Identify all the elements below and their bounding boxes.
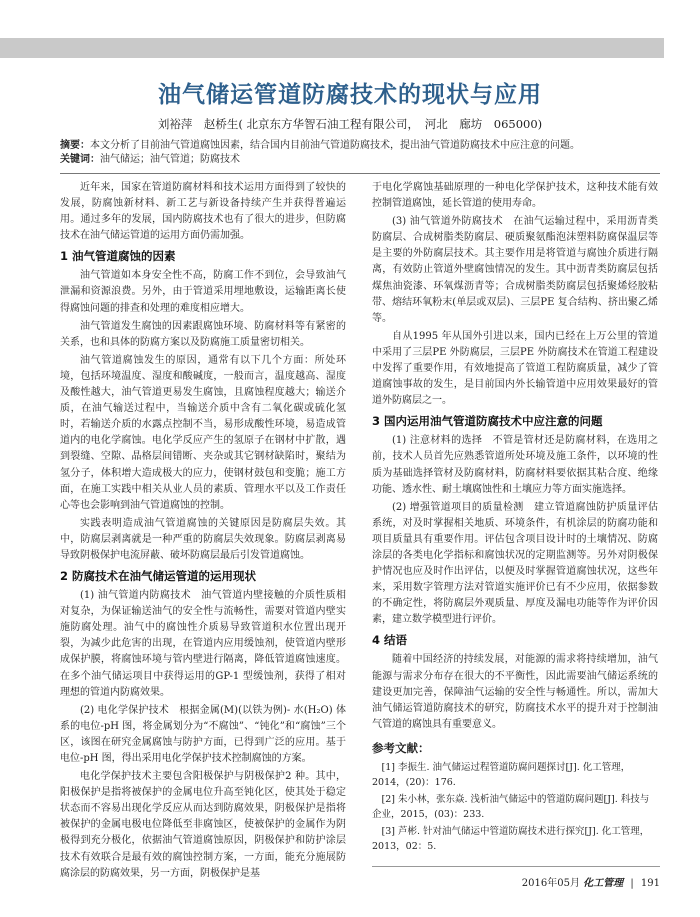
footer-divider bbox=[372, 866, 660, 867]
authors-line: 刘裕萍 赵桥生( 北京东方华智石油工程有限公司， 河北 廊坊 065000) bbox=[157, 117, 543, 131]
body-paragraph: 油气管道如本身安全性不高，防腐工作不到位，会导致油气泄漏和资源浪费。另外，由于管道采用埋地敷设，运输距离长使得腐蚀问题的排查和处理的难度相应增大。 bbox=[60, 270, 346, 314]
keywords bbox=[60, 153, 660, 167]
abstract-label: 摘要： bbox=[60, 140, 90, 151]
abstract-divider bbox=[60, 173, 660, 174]
body-paragraph: 于电化学腐蚀基础原理的一种电化学保护技术，这种技术能有效控制管道腐蚀，延长管道的使用寿命。 bbox=[372, 182, 658, 210]
page-number: 191 bbox=[640, 878, 660, 889]
section-heading-3: 3 国内运用油气管道防腐技术中应注意的问题 bbox=[372, 414, 603, 429]
body-paragraph: (1) 油气管道内防腐技术 油气管道内壁接触的介质性质相对复杂，为保证输送油气的安全性与流畅性，需要对管道内壁实施防腐处理。油气中的腐蚀性介质易导致管道积水位置出现开裂，为减少此危害的出现，在管道内应用缓蚀剂，使管道内壁形成保护膜，将腐蚀环境与管内壁进行隔离，降低管道腐蚀速度。在多个油气储运项目中获得运用的GP-1 型缓蚀剂，获得了相对理想的管道内防腐效果。 bbox=[60, 590, 346, 698]
body-paragraph: (1) 注意材料的选择 不管是管材还是防腐材料，在选用之前，技术人员首先应熟悉管道所处环境及施工条件，以环境的性质为基础选择管材及防腐材料，防腐材料要依据其粘合度、绝缘功能、透水性、耐土壤腐蚀性和土壤应力等方面实施选择。 bbox=[372, 435, 658, 495]
body-paragraph: 随着中国经济的持续发展，对能源的需求将持续增加，油气能源与需求分布存在很大的不平衡性，因此需要油气储运系统的建设更加完善，保障油气运输的安全性与畅通性。所以，需加大油气储运管道防腐技术的研究，防腐技术水平的提升对于控制油气管道的腐蚀具有重要意义。 bbox=[372, 654, 658, 730]
keywords-text: 油气储运；油气管道；防腐技术 bbox=[100, 154, 240, 165]
section-heading-1: 1 油气管道腐蚀的因素 bbox=[60, 249, 176, 264]
header-band bbox=[0, 38, 664, 58]
body-paragraph: 油气管道腐蚀发生的原因，通常有以下几个方面：所处环境，包括环境温度、湿度和酸碱度，一般而言，温度越高、湿度及酸性越大，油气管道更易发生腐蚀，且腐蚀程度越大；输送介质，在油气输送过程中，当输送介质中含有二氧化碳或硫化氢时，若输送介质的水露点控制不当，易形成酸性环境，易造成管道内的电化学腐蚀。电化学反应产生的氢原子在钢材中扩散，遇到裂缝、空隙、晶格层间错断、夹杂或其它钢材缺陷时，聚结为氢分子，体积增大造成极大的应力，使钢材鼓包和变脆；施工方面，在施工实践中相关从业人员的素质、管理水平以及工作责任心等也会影响到油气管道腐蚀的控制。 bbox=[60, 354, 346, 511]
body-paragraph: 电化学保护技术主要包含阳极保护与阴极保护2 种。其中，阳极保护是指将被保护的金属电位升高至钝化区，使其处于稳定状态而不容易出现化学反应从而达到防腐效果，阴极保护是指将被保护的金属电极电位降低至非腐蚀区，使被保护的金属作为阴极得到充分极化，依据油气管道腐蚀原因，阴极保护和防护涂层技术有效联合是最有效的腐蚀控制方案，一方面，能充分施展防腐涂层的防腐效果，另一方面，阴极保护是基 bbox=[60, 771, 346, 879]
body-paragraph: 实践表明造成油气管道腐蚀的关键原因是防腐层失效。其中，防腐层剥离就是一种严重的防腐层失效现象。防腐层剥离易导致阴极保护电流屏蔽、破坏防腐层最后引发管道腐蚀。 bbox=[60, 517, 346, 561]
abstract-text: 本文分析了目前油气管道腐蚀因素，结合国内目前油气管道防腐技术，提出油气管道防腐技术中应注意的问题。 bbox=[90, 140, 580, 151]
left-column bbox=[60, 180, 346, 884]
body-paragraph: 自从1995 年从国外引进以来，国内已经在上万公里的管道中采用了三层PE 外防腐层，三层PE 外防腐技术在管道工程建设中发挥了重要作用，有效地提高了管道工程防腐质量，减少了管道腐蚀事故的发生，是目前国内外长输管道中应用效果最好的管道外防腐层之一。 bbox=[372, 330, 658, 407]
abstract bbox=[60, 139, 660, 153]
footer-separator: | bbox=[630, 878, 634, 889]
article-title: 油气储运管道防腐技术的现状与应用 bbox=[158, 82, 542, 108]
page-footer bbox=[522, 874, 660, 889]
keywords-label: 关键词： bbox=[60, 154, 100, 165]
abstract-block bbox=[60, 139, 660, 167]
body-paragraph: (2) 增强管道项目的质量检测 建立管道腐蚀防护质量评估系统，对及时掌握相关地质、环境条件，有机涂层的防腐功能和项目质量具有重要作用。评估包含项目设计时的土壤情况、防腐涂层的各类电化学指标和腐蚀状况的定期监测等。另外对阴极保护情况也应及时作出评估，以便及时掌握管道腐蚀状况，这些年来，采用数字管理方法对管道实施评价已有不少应用，依据参数的不确定性，将防腐层外观质量、厚度及漏电功能等作为评价因素，建立数学模型进行评价。 bbox=[372, 501, 658, 626]
section-heading-2: 2 防腐技术在油气储运管道的运用现状 bbox=[60, 569, 257, 584]
body-paragraph: 油气管道发生腐蚀的因素跟腐蚀环境、防腐材料等有紧密的关系，也和具体的防腐方案以及防腐施工质量密切相关。 bbox=[60, 320, 346, 348]
intro-paragraph: 近年来，国家在管道防腐材料和技术运用方面得到了较快的发展，防腐蚀新材料、新工艺与新设备持续产生并获得普遍运用。通过多年的发展，国内防腐技术也有了很大的进步，但防腐技术在油气储运管道的运用方面仍需加强。 bbox=[60, 182, 346, 242]
section-heading-4: 4 结语 bbox=[372, 633, 408, 648]
journal-name: 化工管理 bbox=[583, 878, 624, 889]
reference-item: [2] 朱小林，张东焱. 浅析油气储运中的管道防腐问题[J]. 科技与企业，2015，(03)：233. bbox=[372, 793, 650, 821]
body-paragraph: (3) 油气管道外防腐技术 在油气运输过程中，采用沥青类防腐层、合成树脂类防腐层、硬质聚氨酯泡沫塑料防腐保温层等是主要的外防腐层技术。其主要作用是将管道与腐蚀介质进行隔离，有效防止管道外壁腐蚀情况的发生。其中沥青类防腐层包括煤焦油瓷漆、环氧煤沥青等；合成树脂类防腐层包括聚烯烃胶粘带、熔结环氧粉末(单层或双层)、三层PE 复合结构、挤出聚乙烯等。 bbox=[372, 216, 658, 324]
references-heading: 参考文献： bbox=[372, 740, 430, 755]
body-paragraph: (2) 电化学保护技术 根据金属(M)(以铁为例)- 水(H₂O) 体系的电位-pH 图，将金属划分为“不腐蚀”、“钝化”和“腐蚀”三个区，该图在研究金属腐蚀与防护方面，已得到广泛的应用。基于电位-pH 图，得出采用电化学保护技术控制腐蚀的方案。 bbox=[60, 704, 346, 764]
issue-date: 2016年05月 bbox=[521, 878, 580, 889]
right-column bbox=[372, 180, 658, 856]
reference-item: [1] 李振生. 油气储运过程管道防腐问题探讨[J]. 化工管理，2014，(20)：176. bbox=[372, 761, 631, 789]
reference-item: [3] 芦彬. 针对油气储运中管道防腐技术进行探究[J]. 化工管理，2013，02：5. bbox=[372, 825, 650, 853]
